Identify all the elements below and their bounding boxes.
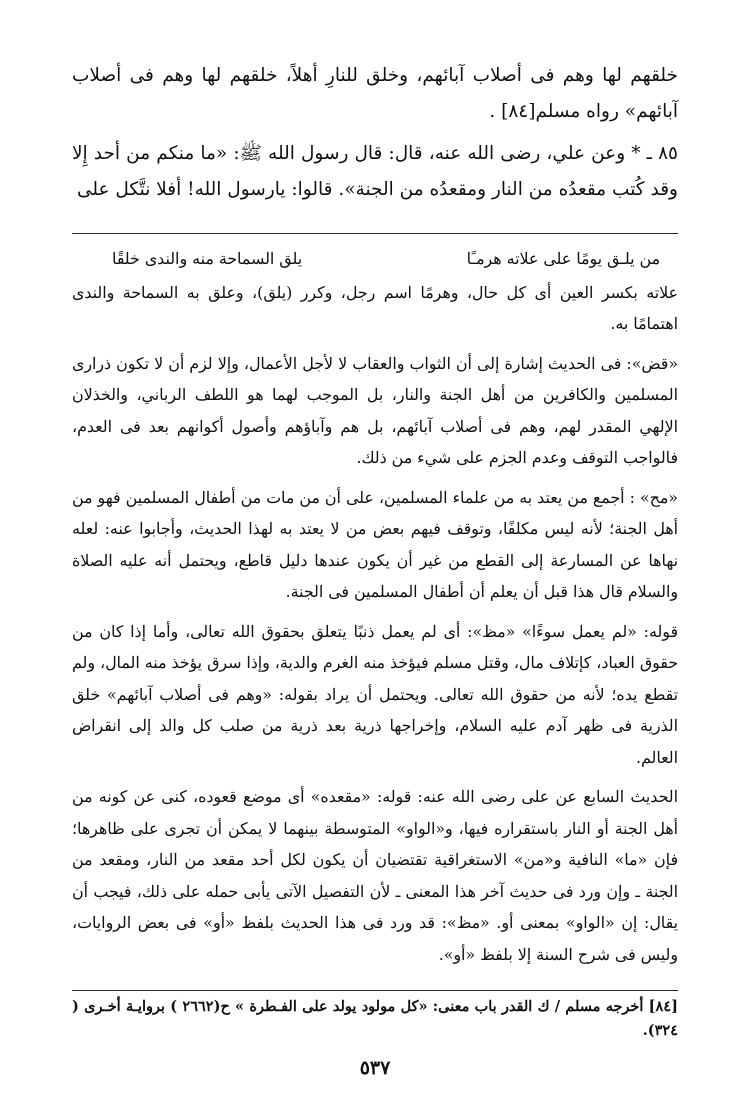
commentary-paragraph: قوله: «لم يعمل سوءًا» «مظ»: أى لم يعمل ذنبًا يتعلق بحقوق الله تعالى، وأما إذا كان من حقوق العباد، كإتلاف مال، وقتل مسلم فيؤخذ منه الغرم والدية، وإذا سرق يؤخذ منه المال، ولم تقطع يده؛ لأنه من حقوق الله تعالى. ويحتمل أن يراد بقوله: «وهم فى أصلاب آبائهم» خلق الذرية فى ظهر آدم عليه السلام، وإخراجها ذرية بعد ذرية من صلب كل والد إلى انقراض العالم. [72,621,678,767]
section-divider [72,233,678,234]
page-number: ٥٣٧ [359,1057,391,1079]
verse-second-hemistich: يلق السماحة منه والندى خلقًا [112,249,303,268]
hadith-paragraph-85: ٨٥ ـ * وعن علي، رضى الله عنه، قال: قال رسول الله ﷺ: «ما منكم من أحد إِلا وقد كُتب مقعدُه من النار ومقعدُه من الجنة». قالوا: يارسول الله! أفلا نتَّكل على [72,143,678,200]
commentary-text [72,243,678,978]
commentary-paragraph: الحديث السابع عن على رضى الله عنه: قوله: «مقعده» أى موضع قعوده، كنى عن كونه من أهل الجنة أو النار باستقراره فيها، و«الواو» المتوسطة بينهما لا يمكن أن تجرى على ظاهرها؛ فإن «ما» النافية و«من» الاستغراقية تقتضيان أن يكون لكل أحد مقعد من النار، ومقعد من الجنة ـ وإن ورد فى حديث آخر هذا المعنى ـ لأن التفصيل الآتى يأبى حمله على ذلك، فيجب أن يقال: إن «الواو» بمعنى أو. «مظ»: قد ورد فى هذا الحديث بلفظ «أو» فى بعض الروايات، وليس فى شرح السنة إلا بلفظ «أو». [72,787,678,964]
commentary-paragraph: علاته بكسر العين أى كل حال، وهرمًا اسم رجل، وكرر (يلق)، وعلق به السماحة والندى اهتمامًا به. [72,282,678,333]
verse-first-hemistich: من يلـق يومًا على علاته هرمـًا [466,249,660,268]
commentary-paragraph: «قض»: فى الحديث إشارة إلى أن الثواب والعقاب لا لأجل الأعمال، وإلا لزم أن لا تكون ذرارى المسلمين والكافرين من أهل الجنة والنار، بل الموجب لهما هو اللطف الرباني، والخذلان الإلهي المقدر لهم، وهم فى أصلاب آبائهم، بل هم وآباؤهم وأصول أكوانهم بعد فى العدم، فالواجب التوقف وعدم الجزم على شيء من ذلك. [72,353,678,467]
hadith-paragraph-84: خلقهم لها وهم فى أصلاب آبائهم، وخلق للنارِ أهلاً، خلقهم لها وهم فى أصلاب آبائهم» رواه مسلم[٨٤] . [72,65,678,122]
poetry-verse [72,243,678,275]
hadith-text [72,58,678,214]
commentary-paragraph: «مح» : أجمع من يعتد به من علماء المسلمين، على أن من مات من أطفال المسلمين فهو من أهل الجنة؛ لأنه ليس مكلفًا، وتوقف فيهم بعض من لا يعتد به لهذا الحديث، وأجابوا عنه: لعله نهاها عن المسارعة إلى القطع من غير أن يكون عندها دليل قاطع، ويحتمل أنه عليه الصلاة والسلام قال هذا قبل أن يعلم أن أطفال المسلمين فى الجنة. [72,487,678,601]
footnote-divider [72,990,678,991]
footnote: [٨٤] أخرجه مسلم / ك القدر باب معنى: «كل مولود يولد على الفـطرة » ح(٢٦٦٢ ) بروايـة أخـرى ( ٣٢٤). [72,998,678,1039]
